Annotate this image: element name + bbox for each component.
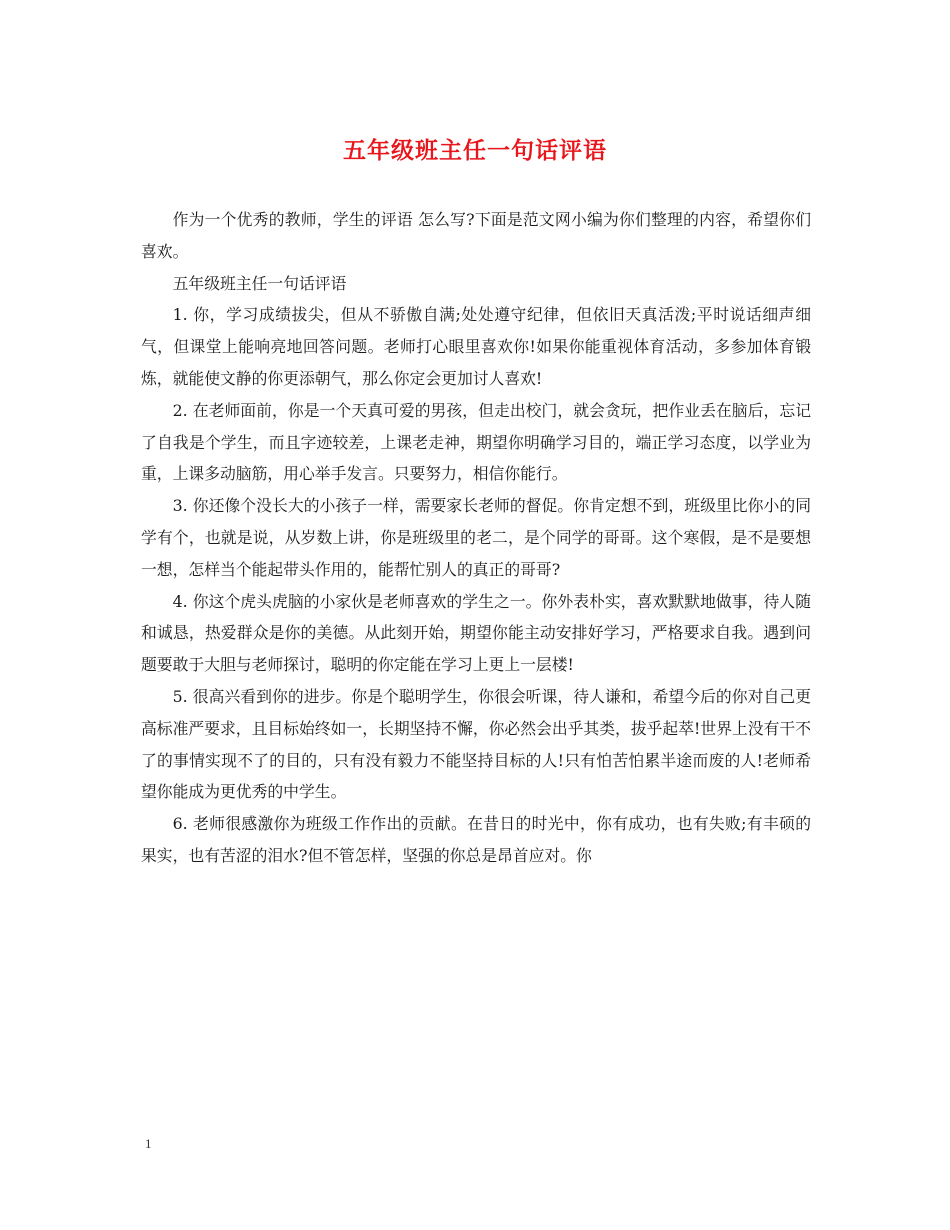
intro-paragraph: 作为一个优秀的教师，学生的评语 怎么写?下面是范文网小编为你们整理的内容，希望你们喜欢。 bbox=[141, 210, 811, 261]
comment-paragraph-6: 6. 老师很感激你为班级工作作出的贡献。在昔日的时光中，你有成功，也有失败;有丰硕的果实，也有苦涩的泪水?但不管怎样，坚强的你总是昂首应对。你 bbox=[141, 814, 811, 865]
comment-paragraph-4: 4. 你这个虎头虎脑的小家伙是老师喜欢的学生之一。你外表朴实，喜欢默默地做事，待人随和诚恳，热爱群众是你的美德。从此刻开始，期望你能主动安排好学习，严格要求自我。遇到问题要敢于大胆与老师探讨，聪明的你定能在学习上更上一层楼! bbox=[141, 591, 811, 675]
section-heading: 五年级班主任一句话评语 bbox=[172, 273, 347, 293]
comment-paragraph-3: 3. 你还像个没长大的小孩子一样，需要家长老师的督促。你肯定想不到，班级里比你小的同学有个，也就是说，从岁数上讲，你是班级里的老二，是个同学的哥哥。这个寒假，是不是要想一想，怎样当个能起带头作用的，能帮忙别人的真正的哥哥? bbox=[141, 496, 811, 579]
document-title: 五年级班主任一句话评语 bbox=[343, 138, 607, 164]
comment-paragraph-1: 1. 你，学习成绩拔尖，但从不骄傲自满;处处遵守纪律，但依旧天真活泼;平时说话细声细气，但课堂上能响亮地回答问题。老师打心眼里喜欢你!如果你能重视体育活动，多参加体育锻炼，就能使文静的你更添朝气，那么你定会更加讨人喜欢! bbox=[141, 305, 811, 388]
document-body bbox=[141, 204, 811, 872]
page-number: 1 bbox=[145, 1136, 152, 1151]
comment-paragraph-2: 2. 在老师面前，你是一个天真可爱的男孩，但走出校门，就会贪玩，把作业丢在脑后，忘记了自我是个学生，而且字迹较差，上课老走神，期望你明确学习目的，端正学习态度，以学业为重，上课多动脑筋，用心举手发言。只要努力，相信你能行。 bbox=[141, 400, 811, 484]
comment-paragraph-5: 5. 很高兴看到你的进步。你是个聪明学生，你很会听课，待人谦和，希望今后的你对自己更高标准严要求，且目标始终如一，长期坚持不懈，你必然会出乎其类，拔乎起萃!世界上没有干不了的事情实现不了的目的，只有没有毅力不能坚持目标的人!只有怕苦怕累半途而废的人!老师希望你能成为更优秀的中学生。 bbox=[141, 686, 811, 802]
